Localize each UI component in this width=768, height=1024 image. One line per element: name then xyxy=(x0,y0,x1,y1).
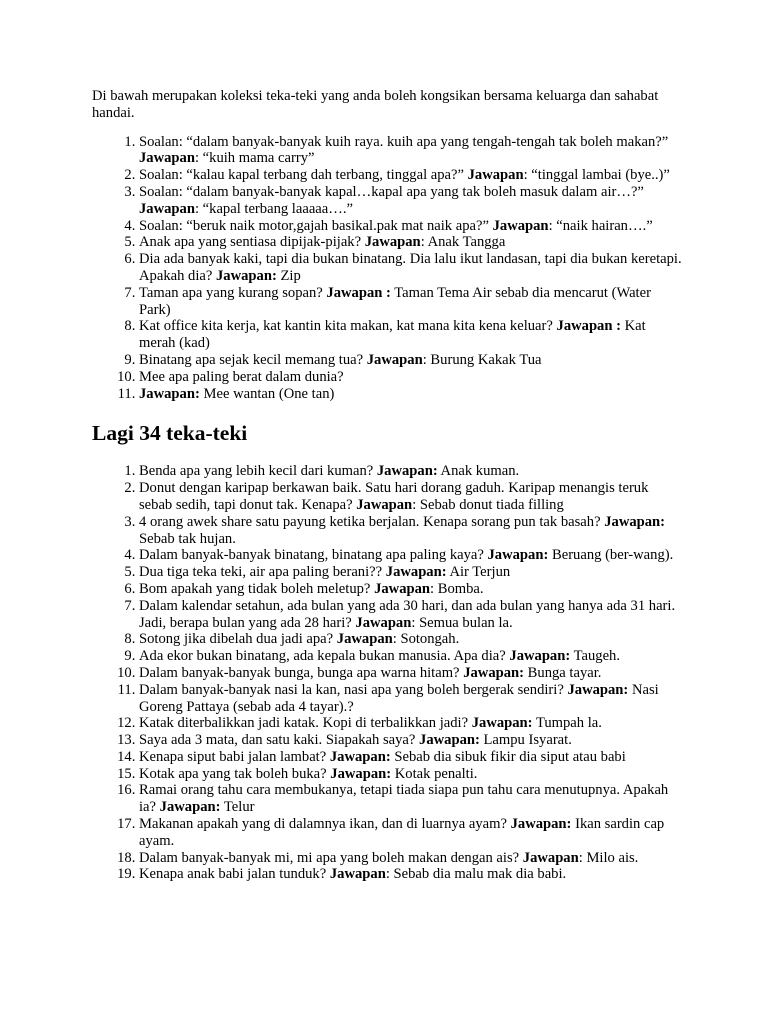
riddle-item xyxy=(139,386,682,403)
answer-keyword: Jawapan: xyxy=(385,564,447,581)
answer-keyword: Jawapan xyxy=(522,849,579,866)
riddle-list-2 xyxy=(92,463,682,883)
answer-separator: : xyxy=(194,150,203,167)
riddle-question: Anak apa yang sentiasa dipijak-pijak? xyxy=(139,234,365,251)
riddle-item xyxy=(139,234,682,251)
riddle-answer: Sebab tak hujan. xyxy=(139,530,236,547)
document-page xyxy=(92,88,682,883)
answer-keyword: Jawapan xyxy=(364,234,421,251)
riddle-answer: Semua bulan la. xyxy=(419,614,513,631)
answer-keyword: Jawapan xyxy=(467,167,524,184)
riddle-item xyxy=(139,184,682,218)
riddle-answer: Sotongah. xyxy=(400,631,460,648)
riddle-answer: Nasi Goreng Pattaya (sebab ada 4 tayar).? xyxy=(139,681,659,715)
riddle-item xyxy=(139,547,682,564)
riddle-question: Dia ada banyak kaki, tapi dia bukan binatang. Dia lalu ikut landasan, tapi dia bukan keretapi. Apakah dia? xyxy=(139,251,682,284)
riddle-answer: Bunga tayar. xyxy=(527,664,602,681)
riddle-answer: Ikan sardin cap ayam. xyxy=(139,816,665,849)
riddle-item xyxy=(139,866,682,883)
answer-separator: : xyxy=(578,849,587,866)
riddle-item xyxy=(139,816,682,850)
riddle-question: Dalam banyak-banyak nasi la kan, nasi apa yang boleh bergerak sendiri? xyxy=(139,681,568,698)
riddle-question: Benda apa yang lebih kecil dari kuman? xyxy=(139,463,377,480)
answer-keyword: Jawapan: xyxy=(510,816,572,833)
riddle-question: Dalam banyak-banyak binatang, binatang apa paling kaya? xyxy=(139,547,488,564)
riddle-question: Makanan apakah yang di dalamnya ikan, dan di luarnya ayam? xyxy=(139,816,511,833)
riddle-item xyxy=(139,134,682,168)
riddle-item xyxy=(139,514,682,548)
answer-separator: : xyxy=(523,167,532,184)
riddle-item xyxy=(139,631,682,648)
answer-keyword: Jawapan xyxy=(139,200,195,217)
riddle-question: Donut dengan karipap berkawan baik. Satu hari dorang gaduh. Karipap menangis teruk sebab sedih, tapi donut tak. Kenapa? xyxy=(139,480,649,513)
riddle-item xyxy=(139,251,682,285)
answer-keyword: Jawapan: xyxy=(567,681,629,698)
riddle-answer: Lampu Isyarat. xyxy=(483,732,572,749)
riddle-question: Binatang apa sejak kecil memang tua? xyxy=(139,351,367,368)
answer-keyword: Jawapan: xyxy=(471,715,533,732)
riddle-item xyxy=(139,352,682,369)
riddle-item xyxy=(139,218,682,235)
riddle-question: Saya ada 3 mata, dan satu kaki. Siapakah saya? xyxy=(139,732,420,749)
riddle-item xyxy=(139,715,682,732)
riddle-question: Soalan: “kalau kapal terbang dah terbang, tinggal apa?” xyxy=(139,167,468,184)
answer-keyword: Jawapan xyxy=(329,866,386,883)
answer-separator: : xyxy=(548,217,557,234)
riddle-answer: Kat merah (kad) xyxy=(139,318,646,352)
answer-keyword: Jawapan: xyxy=(487,547,549,564)
riddle-item xyxy=(139,581,682,598)
answer-keyword: Jawapan: xyxy=(329,748,391,765)
riddle-question: Ramai orang tahu cara membukanya, tetapi tiada siapa pun tahu cara menutupnya. Apakah ia? xyxy=(139,782,669,816)
riddle-answer: Sebab dia sibuk fikir dia siput atau babi xyxy=(394,748,626,765)
answer-separator: : xyxy=(430,580,438,597)
answer-separator: : xyxy=(412,496,420,513)
answer-keyword: Jawapan xyxy=(492,217,549,234)
riddle-item xyxy=(139,598,682,632)
answer-separator: : xyxy=(420,234,428,251)
answer-keyword: Jawapan : xyxy=(556,318,621,335)
riddle-item xyxy=(139,463,682,480)
riddle-answer: Taman Tema Air sebab dia mencarut (Water Park) xyxy=(139,284,651,318)
riddle-answer: Anak Tangga xyxy=(427,234,506,251)
riddle-item xyxy=(139,665,682,682)
riddle-answer: Beruang (ber-wang). xyxy=(551,547,674,564)
answer-keyword: Jawapan: xyxy=(376,463,438,480)
riddle-answer: “naik hairan….” xyxy=(556,217,653,234)
riddle-question: Dua tiga teka teki, air apa paling berani?? xyxy=(139,564,386,581)
riddle-item xyxy=(139,749,682,766)
riddle-question: Kenapa anak babi jalan tunduk? xyxy=(139,866,330,883)
riddle-answer: Burung Kakak Tua xyxy=(430,351,542,368)
riddle-item xyxy=(139,318,682,352)
riddle-item xyxy=(139,682,682,716)
riddle-question: Sotong jika dibelah dua jadi apa? xyxy=(139,631,337,648)
riddle-answer: Mee wantan (One tan) xyxy=(203,385,335,402)
riddle-question: 4 orang awek share satu payung ketika berjalan. Kenapa sorang pun tak basah? xyxy=(139,513,605,530)
riddle-question: Taman apa yang kurang sopan? xyxy=(139,284,327,301)
riddle-item xyxy=(139,564,682,581)
answer-keyword: Jawapan: xyxy=(139,385,200,402)
answer-keyword: Jawapan: xyxy=(419,732,480,749)
answer-keyword: Jawapan xyxy=(366,351,423,368)
answer-keyword: Jawapan : xyxy=(326,284,391,301)
riddle-answer: Kotak penalti. xyxy=(394,765,478,782)
riddle-question: Dalam kalendar setahun, ada bulan yang ada 30 hari, dan ada bulan yang hanya ada 31 hari. Jadi, berapa bulan yang ada 28 hari? xyxy=(139,597,676,631)
riddle-answer: Zip xyxy=(280,267,301,284)
section-heading: Lagi 34 teka-teki xyxy=(92,421,248,446)
riddle-question: Kotak apa yang tak boleh buka? xyxy=(139,765,331,782)
riddle-question: Katak diterbalikkan jadi katak. Kopi di terbalikkan jadi? xyxy=(139,715,472,732)
riddle-answer: Tumpah la. xyxy=(535,715,602,732)
riddle-item xyxy=(139,732,682,749)
answer-keyword: Jawapan xyxy=(356,496,413,513)
riddle-answer: Anak kuman. xyxy=(440,463,520,480)
riddle-item xyxy=(139,648,682,665)
intro-paragraph: Di bawah merupakan koleksi teka-teki yang anda boleh kongsikan bersama keluarga dan sahabat handai. xyxy=(92,88,659,121)
riddle-question: Mee apa paling berat dalam dunia? xyxy=(139,368,344,385)
riddle-answer: Air Terjun xyxy=(449,564,511,581)
answer-keyword: Jawapan: xyxy=(604,513,666,530)
answer-separator: : xyxy=(385,866,394,883)
riddle-answer: Sebab dia malu mak dia babi. xyxy=(393,866,567,883)
riddle-answer: Telur xyxy=(223,799,255,816)
riddle-item xyxy=(139,480,682,514)
riddle-answer: “kuih mama carry” xyxy=(202,150,315,167)
riddle-item xyxy=(139,850,682,867)
riddle-item xyxy=(139,766,682,783)
riddle-question: Kat office kita kerja, kat kantin kita makan, kat mana kita kena keluar? xyxy=(139,318,557,335)
riddle-question: Kenapa siput babi jalan lambat? xyxy=(139,748,330,765)
riddle-question: Ada ekor bukan binatang, ada kepala bukan manusia. Apa dia? xyxy=(139,648,510,665)
answer-keyword: Jawapan xyxy=(374,580,431,597)
riddle-answer: Taugeh. xyxy=(573,648,620,665)
riddle-question: Bom apakah yang tidak boleh meletup? xyxy=(139,580,375,597)
answer-keyword: Jawapan: xyxy=(216,267,277,284)
riddle-answer: Bomba. xyxy=(437,580,484,597)
riddle-item xyxy=(139,285,682,319)
answer-keyword: Jawapan xyxy=(139,150,195,167)
riddle-question: Dalam banyak-banyak bunga, bunga apa warna hitam? xyxy=(139,664,464,681)
riddle-question: Soalan: “dalam banyak-banyak kuih raya. kuih apa yang tengah-tengah tak boleh makan?” xyxy=(139,133,669,150)
riddle-list-1 xyxy=(92,134,682,403)
answer-keyword: Jawapan: xyxy=(159,799,221,816)
answer-keyword: Jawapan: xyxy=(330,765,392,782)
answer-keyword: Jawapan xyxy=(336,631,393,648)
answer-separator: : xyxy=(411,614,420,631)
riddle-item xyxy=(139,369,682,386)
riddle-item xyxy=(139,167,682,184)
answer-separator: : xyxy=(422,351,431,368)
riddle-answer: “tinggal lambai (bye..)” xyxy=(531,167,670,184)
riddle-answer: “kapal terbang laaaaa….” xyxy=(202,200,353,217)
answer-separator: : xyxy=(194,200,203,217)
answer-keyword: Jawapan: xyxy=(509,648,571,665)
riddle-question: Dalam banyak-banyak mi, mi apa yang boleh makan dengan ais? xyxy=(139,849,523,866)
answer-keyword: Jawapan: xyxy=(463,664,525,681)
riddle-question: Soalan: “beruk naik motor,gajah basikal.pak mat naik apa?” xyxy=(139,217,493,234)
riddle-answer: Sebab donut tiada filling xyxy=(419,496,564,513)
riddle-question: Soalan: “dalam banyak-banyak kapal…kapal apa yang tak boleh masuk dalam air…?” xyxy=(139,183,644,200)
riddle-answer: Milo ais. xyxy=(586,849,639,866)
answer-keyword: Jawapan xyxy=(355,614,412,631)
riddle-item xyxy=(139,782,682,816)
answer-separator: : xyxy=(392,631,401,648)
